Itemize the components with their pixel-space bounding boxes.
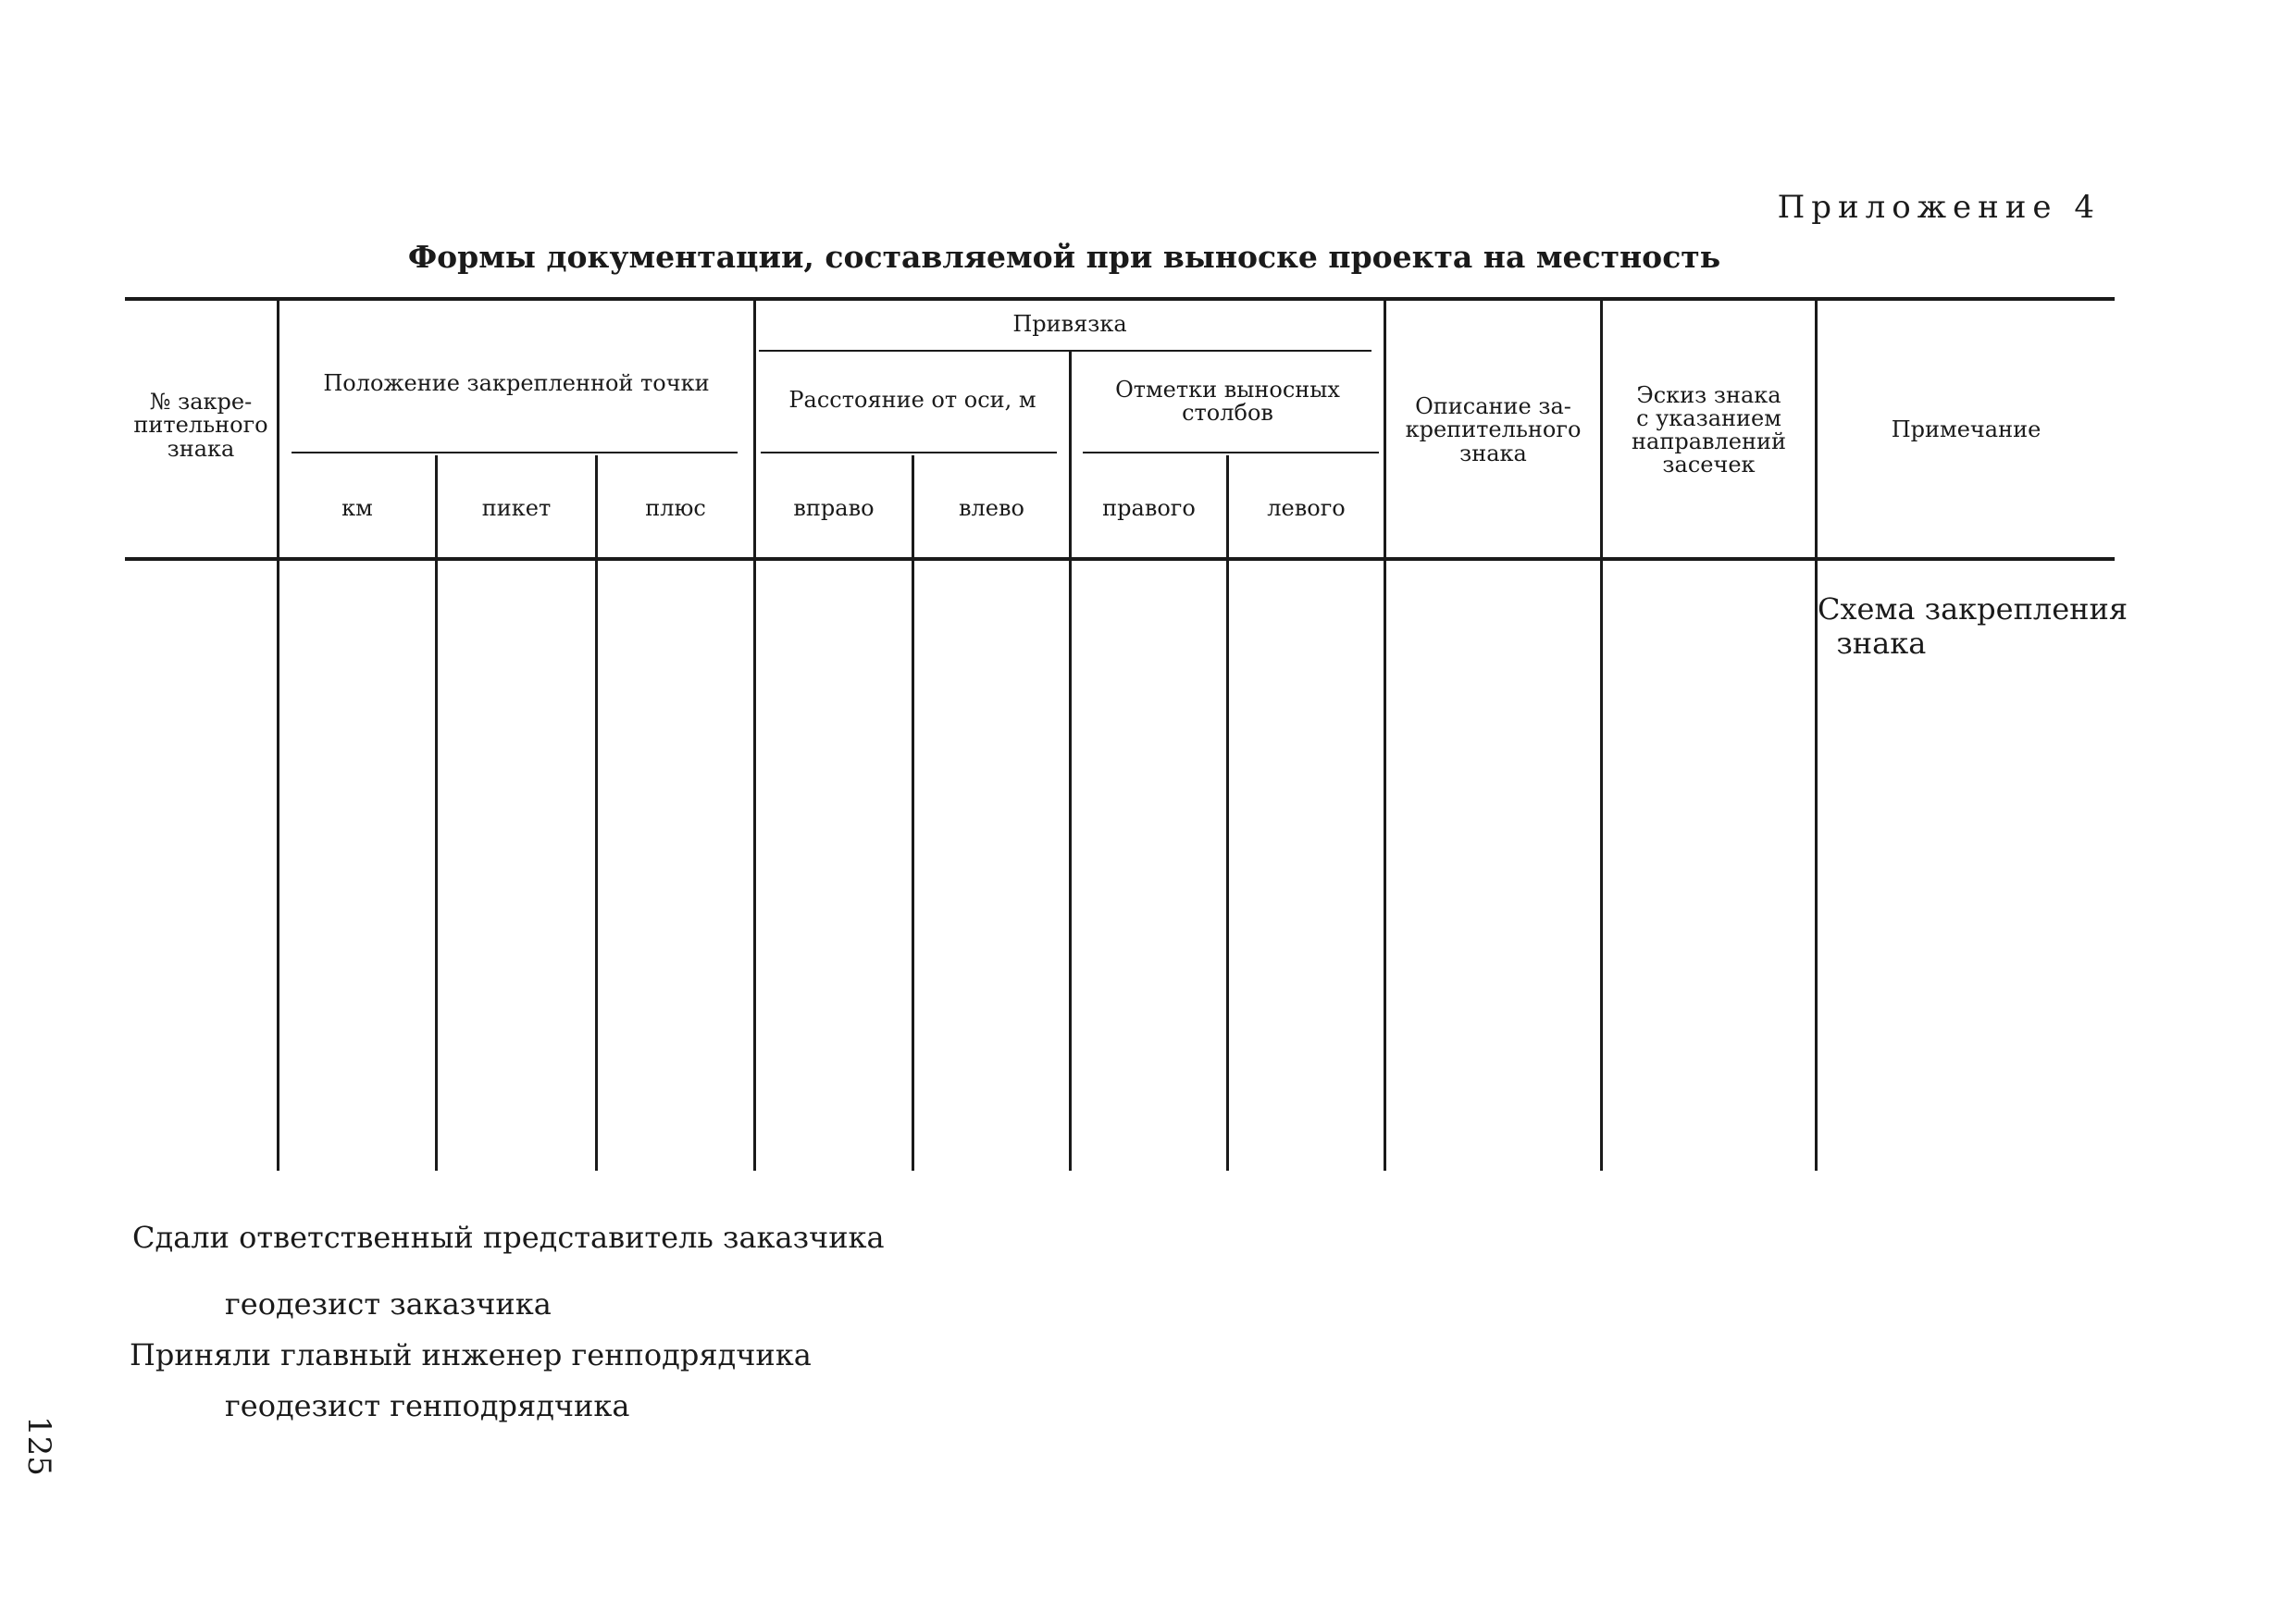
fixing-scheme-note: Схема закрепления знака [1818,591,2128,661]
col-divider [753,301,756,1171]
col-divider [1069,352,1072,1171]
header-remark: Примечание [1891,416,2042,443]
header-sign-sketch: Эскиз знака с указанием направлений засечек [1632,381,1786,478]
privyazka-underline [759,350,1371,352]
col-divider [595,455,598,1171]
position-underline [292,452,738,453]
page-number: 125 [20,1416,57,1476]
header-fixed-point-position: Положение закрепленной точки [323,370,710,397]
col-divider [912,455,914,1171]
header-distance-from-axis: Расстояние от оси, м [788,387,1036,414]
signature-handed-over: Сдали ответственный представитель заказчика [132,1220,885,1255]
header-right: вправо [793,495,875,522]
appendix-label: Приложение 4 [1777,189,2101,226]
header-privyazka: Привязка [1012,311,1127,338]
distance-underline [761,452,1057,453]
header-left: влево [959,495,1024,522]
header-km: км [341,495,373,522]
signature-accepted: Приняли главный инженер генподрядчика [130,1337,812,1372]
header-sign-description: Описание за- крепительного знака [1405,393,1582,466]
col-divider [435,455,438,1171]
header-plus: плюс [645,495,706,522]
marks-underline [1083,452,1379,453]
col-divider [1226,455,1229,1171]
header-pillar-marks: Отметки выносных столбов [1115,376,1340,426]
header-left-pillar: левого [1267,495,1346,522]
col-divider [277,301,279,1171]
header-sign-number: № закре- пительного знака [133,389,268,462]
document-title: Формы документации, составляемой при выноске проекта на местность [407,239,1721,275]
header-right-pillar: правого [1102,495,1196,522]
signature-contractor-geodesist: геодезист генподрядчика [225,1388,630,1423]
header-piket: пикет [481,495,552,522]
signature-customer-geodesist: геодезист заказчика [225,1286,552,1322]
